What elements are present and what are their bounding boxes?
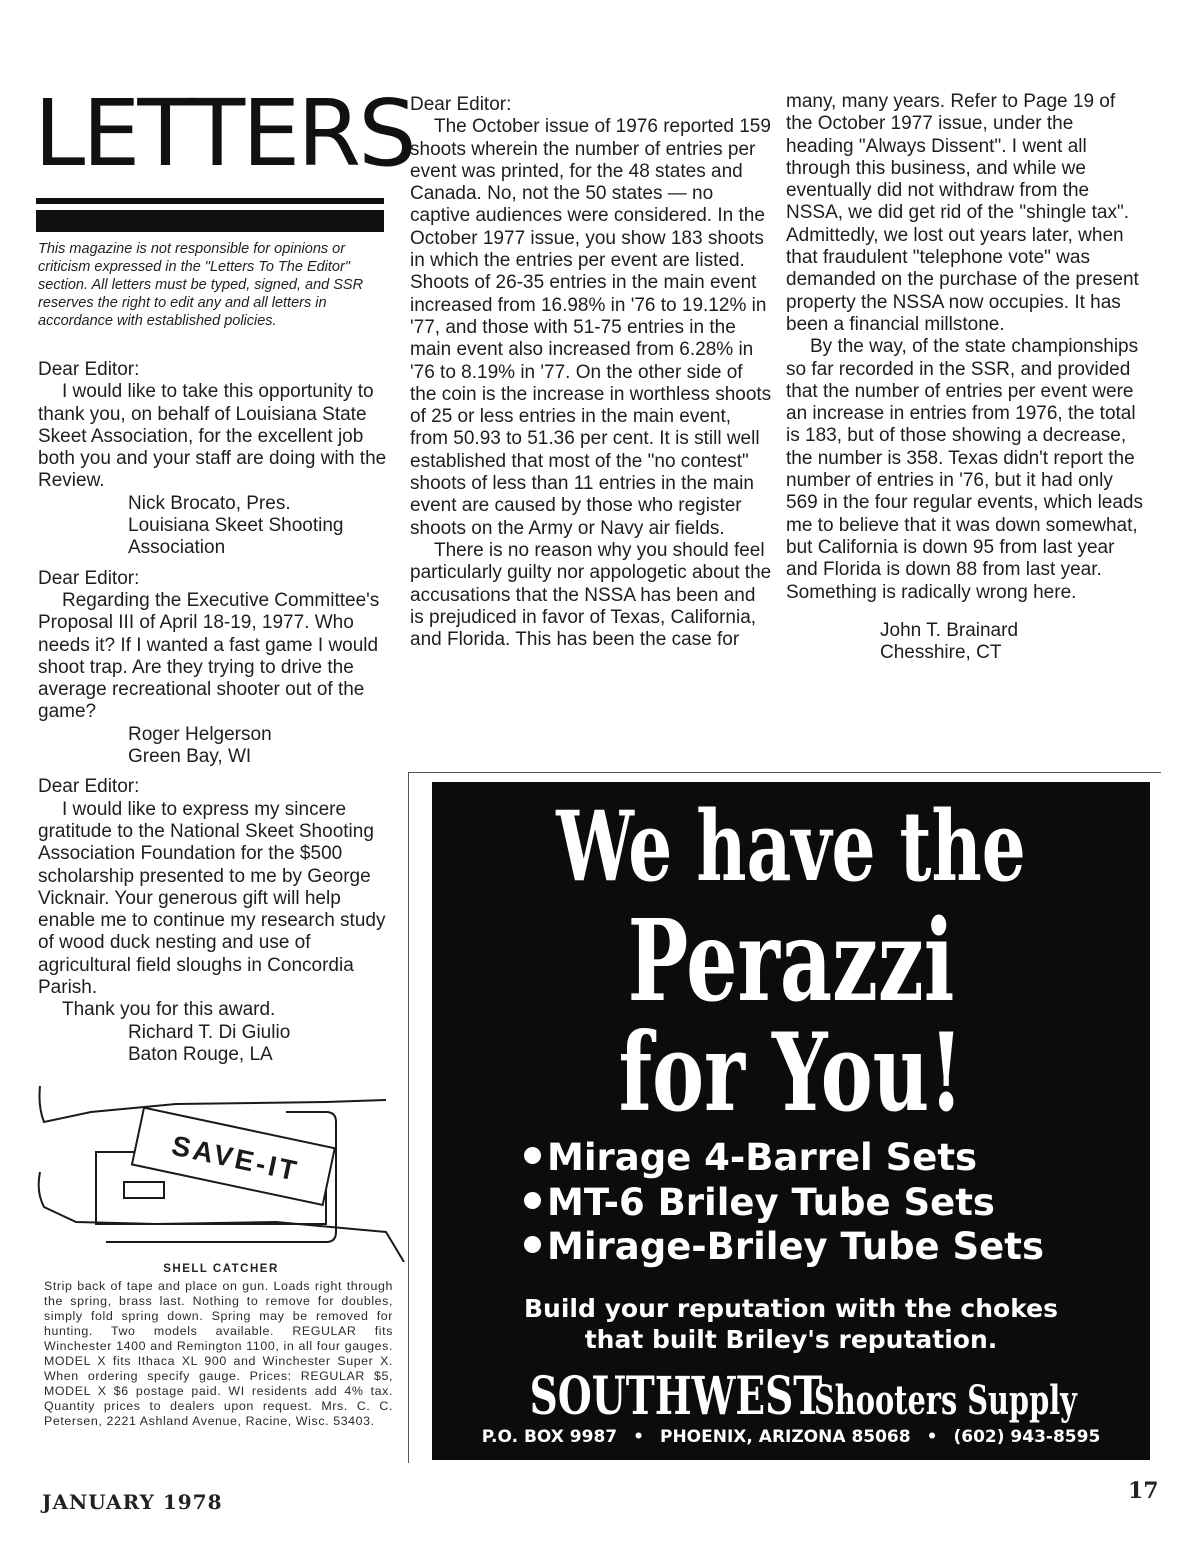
- letter-3-signature-2: Baton Rouge, LA: [128, 1043, 273, 1065]
- perazzi-advertisement: [432, 782, 1150, 1460]
- masthead-rule-thick: [36, 210, 384, 232]
- letter-4-middle-column: [410, 94, 772, 651]
- letter-3-signature-1: Richard T. Di Giulio: [128, 1021, 291, 1043]
- ad-address: PHOENIX, ARIZONA 85068: [660, 1427, 911, 1447]
- ad-brand-rest: Shooters Supply: [814, 1377, 1078, 1424]
- ad-tagline-line-1: Build your reputation with the chokes: [524, 1294, 1058, 1323]
- letter-3-greeting: Dear Editor:: [38, 776, 140, 798]
- letter-4-signature-2: Chesshire, CT: [880, 642, 1002, 664]
- ad-phone: (602) 943-8595: [953, 1427, 1101, 1447]
- shell-tube-label: SAVE-IT: [168, 1129, 302, 1187]
- ad-bullet-item: Mirage 4-Barrel Sets: [524, 1136, 1124, 1181]
- letter-4-right-column: [786, 91, 1146, 664]
- ad-headline-3: for You!: [618, 1010, 964, 1136]
- letter-4-signature-1: John T. Brainard: [880, 619, 1019, 641]
- letter-2-signature-1: Roger Helgerson: [128, 723, 272, 745]
- letter-3-body: I would like to express my sincere gratitude to the National Skeet Shooting Association Foundation for the $500 scholarship presented to me by George Vicknair. Your generous gift will help enable me to continue my research study of wood duck nesting and use of agricultural field sloughs in Concordia Parish.: [38, 798, 386, 999]
- shell-catcher-description: Strip back of tape and place on gun. Loads right through the spring, brass last. Nothing to remove for doubles, simply fold spring down. Spring may be removed for hunting. Two models available. REGULAR fits Winchester 1400 and Remington 1100, in all four gauges. MODEL X fits Ithaca XL 900 and Winchester Super X. When ordering specify gauge. Prices: REGULAR $5, MODEL X $6 postage paid. WI residents add 4% tax. Quantity prices to dealers upon request. Mrs. C. C. Petersen, 2221 Ashland Avenue, Racine, Wisc. 53403.: [44, 1279, 393, 1428]
- spring-coil: [124, 1182, 164, 1198]
- separator-dot-icon: •: [926, 1427, 938, 1447]
- separator-dot-icon: •: [633, 1427, 644, 1447]
- ad-tagline-line-2: that built Briley's reputation.: [584, 1324, 998, 1354]
- ad-brand-main: SOUTHWEST: [529, 1366, 823, 1427]
- gun-outline-bottom: [39, 1172, 404, 1262]
- letter-4-paragraph-1: The October issue of 1976 reported 159 shoots wherein the number of entries per event was printed, for the 48 states and Canada. No, not the 50 states — no captive audiences were considered. In the October 1977 issue, you show 183 shoots in which the entries per event are listed. Shoots of 26-35 entries in the main event increased from 16.98% in '76 to 19.12% in '77, and those with 51-75 entries in the main event also increased from 6.28% in '76 to 8.19% in '77. On the other side of the coin is the increase in worthless shoots of 25 or less entries in the main event, from 50.93 to 51.36 per cent. It is still well established that most of the "no contest" shoots of less than 11 entries in the main event are caused by those who register shoots on the Army or Navy air fields.: [410, 116, 772, 539]
- ad-headline-1: We have the: [556, 790, 1026, 903]
- bullet-dot-icon: [524, 1147, 541, 1164]
- letter-1-signature-3: Association: [128, 537, 226, 559]
- letter-1-signature-2: Louisiana Skeet Shooting: [128, 515, 344, 537]
- letter-1-body: I would like to take this opportunity to thank you, on behalf of Louisiana State Skeet Association, for the excellent job both you and your staff are doing with the Review.: [38, 381, 387, 492]
- masthead-title: LETTERS: [34, 80, 414, 187]
- ad-bullet-list: [524, 1136, 1124, 1270]
- letter-4-greeting: Dear Editor:: [410, 94, 512, 115]
- shell-catcher-illustration: [36, 1082, 406, 1262]
- ad-brand-logo: [432, 1366, 1150, 1427]
- ad-tagline: [432, 1294, 1150, 1355]
- ad-bullet-item: Mirage-Briley Tube Sets: [524, 1225, 1124, 1270]
- issue-date: JANUARY 1978: [42, 1490, 223, 1514]
- ad-contact-line: [432, 1427, 1150, 1447]
- disclaimer: This magazine is not responsible for opinions or criticism expressed in the "Letters To The Editor" section. All letters must be typed, signed, and SSR reserves the right to edit any and all letters in accordance with established policies.: [38, 241, 364, 329]
- letters-left-column: [38, 359, 390, 1066]
- masthead-rule-thin: [36, 198, 384, 204]
- shell-catcher-title: SHELL CATCHER: [163, 1263, 279, 1275]
- ad-headline-2: Perazzi: [627, 896, 955, 1027]
- letter-2-body: Regarding the Executive Committee's Proposal III of April 18-19, 1977. Who needs it? If I wanted a fast game I would shoot trap. Are they trying to drive the average recreational shooter out of the game?: [38, 589, 380, 723]
- letter-2-greeting: Dear Editor:: [38, 567, 140, 589]
- letter-4-paragraph-4: By the way, of the state championships so far recorded in the SSR, and provided that the number of entries per event were an increase in entries from 1976, the total is 183, but of those showing a decrease, the number is 358. Texas didn't report the number of entries in '76, but it had only 569 in the four regular events, which leads me to believe that it was down somewhat, but California is down 95 from last year and Florida is down 88 from last year. Something is radically wrong here.: [786, 336, 1143, 603]
- letter-4-paragraph-3: many, many years. Refer to Page 19 of the October 1977 issue, under the heading "Always Dissent". I went all through this business, and while we eventually did not withdraw from the NSSA, we did get rid of the "shingle tax". Admittedly, we lost out years later, when that fraudulent "telephone vote" was demanded on the purchase of the present property the NSSA now occupies. It has been a financial millstone.: [786, 91, 1139, 335]
- page-number: 17: [1128, 1478, 1159, 1504]
- letter-1-signature-1: Nick Brocato, Pres.: [128, 492, 291, 514]
- letter-3-body-2: Thank you for this award.: [62, 999, 276, 1021]
- ad-bullet-item: MT-6 Briley Tube Sets: [524, 1181, 1124, 1226]
- letter-2-signature-2: Green Bay, WI: [128, 746, 252, 768]
- bullet-dot-icon: [524, 1236, 541, 1253]
- letter-1-greeting: Dear Editor:: [38, 359, 140, 380]
- bullet-dot-icon: [524, 1192, 541, 1209]
- ad-po-box: P.O. BOX 9987: [481, 1427, 618, 1447]
- letter-4-paragraph-2: There is no reason why you should feel particularly guilty nor appologetic about the accusations that the NSSA has been and is prejudiced in favor of Texas, California, and Florida. This has been the case for: [410, 539, 772, 651]
